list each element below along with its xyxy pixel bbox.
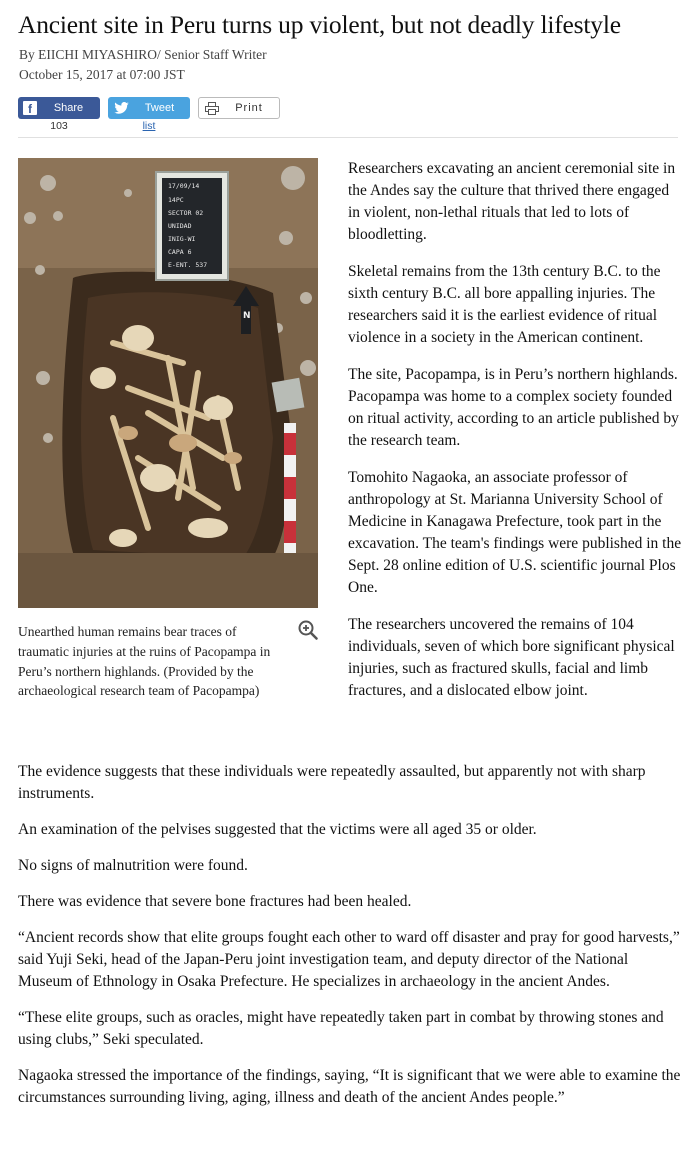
sign-line-5: INIG-WI xyxy=(168,235,196,243)
facebook-share-count: 103 xyxy=(50,120,68,132)
facebook-share-button[interactable] xyxy=(18,97,100,119)
excavation-photo[interactable] xyxy=(18,158,318,608)
article-headline: Ancient site in Peru turns up violent, but not deadly lifestyle xyxy=(18,10,621,39)
printer-icon xyxy=(205,102,219,115)
body-paragraph: The site, Pacopampa, is in Peru’s northern highlands. Pacopampa was home to a complex society founded on ritual activity, according to an article published by the research team. xyxy=(348,366,679,449)
header-divider xyxy=(18,137,678,138)
facebook-share-group xyxy=(18,97,100,132)
body-paragraph: “These elite groups, such as oracles, might have repeatedly taken part in combat by throwing stones and using clubs,” Seki speculated. xyxy=(18,1009,664,1048)
body-paragraph: No signs of malnutrition were found. xyxy=(18,857,248,874)
twitter-share-group xyxy=(108,97,190,132)
facebook-share-label: Share xyxy=(53,102,84,114)
body-paragraph: The evidence suggests that these individuals were repeatedly assaulted, but apparently not with sharp instruments. xyxy=(18,763,646,802)
print-label: Print xyxy=(235,102,263,114)
body-paragraph: An examination of the pelvises suggested that the victims were all aged 35 or older. xyxy=(18,821,537,838)
tweet-button[interactable] xyxy=(108,97,190,119)
excavation-photo-illustration xyxy=(18,158,318,608)
body-paragraph: There was evidence that severe bone fractures had been healed. xyxy=(18,893,412,910)
byline: By EIICHI MIYASHIRO/ Senior Staff Writer xyxy=(19,47,267,62)
body-paragraph: Researchers excavating an ancient ceremonial site in the Andes say the culture that thrived there engaged in violent, non-lethal rituals that led to lots of bloodletting. xyxy=(348,160,676,243)
body-paragraph: Nagaoka stressed the importance of the findings, saying, “It is significant that we were able to examine the circumstances surrounding living, aging, illness and death of the ancient Andes people.” xyxy=(18,1067,681,1106)
facebook-icon: f xyxy=(23,101,37,115)
tweet-label: Tweet xyxy=(144,102,175,114)
print-button[interactable] xyxy=(198,97,280,119)
twitter-list-link[interactable]: list xyxy=(142,120,156,132)
sign-line-6: CAPA 6 xyxy=(168,248,192,256)
north-arrow-letter: N xyxy=(243,311,251,321)
body-paragraph: Tomohito Nagaoka, an associate professor of anthropology at St. Marianna University School of Medicine in Kanagawa Prefecture, took part in the excavation. The team's findings were published in the Sept. 28 online edition of U.S. scientific journal Plos One. xyxy=(348,469,682,596)
full-width-text xyxy=(18,761,682,1123)
sign-line-4: UNIDAD xyxy=(168,222,192,230)
zoom-in-icon[interactable] xyxy=(298,620,318,640)
twitter-bird-icon xyxy=(114,102,129,114)
sign-line-3: SECTOR 02 xyxy=(168,209,204,217)
side-column-text xyxy=(348,158,682,717)
sign-line-2: 14PC xyxy=(168,196,184,204)
body-paragraph: The researchers uncovered the remains of 104 individuals, seven of which bore significant physical injuries, such as fractured skulls, facial and limb fractures, and a dislocated elbow joint. xyxy=(348,616,675,699)
print-group xyxy=(198,97,280,119)
publish-date: October 15, 2017 at 07:00 JST xyxy=(19,67,185,82)
body-paragraph: Skeletal remains from the 13th century B.C. to the sixth century B.C. all bore appalling injuries. The researchers said it is the earliest evidence of ritual violence in a society in the American continent. xyxy=(348,263,661,346)
sign-line-7: E-ENT. 537 xyxy=(168,261,208,269)
photo-caption: Unearthed human remains bear traces of traumatic injuries at the ruins of Pacopampa in Peru’s northern highlands. (Provided by the archaeological research team of Pacopampa) xyxy=(18,624,271,699)
sign-line-1: 17/09/14 xyxy=(168,182,200,190)
body-paragraph: “Ancient records show that elite groups fought each other to ward off disaster and pray for good harvests,” said Yuji Seki, head of the Japan-Peru joint investigation team, and deputy director of the National Museum of Ethnology in Osaka Prefecture. He specializes in archaeology in the ancient Andes. xyxy=(18,929,680,990)
